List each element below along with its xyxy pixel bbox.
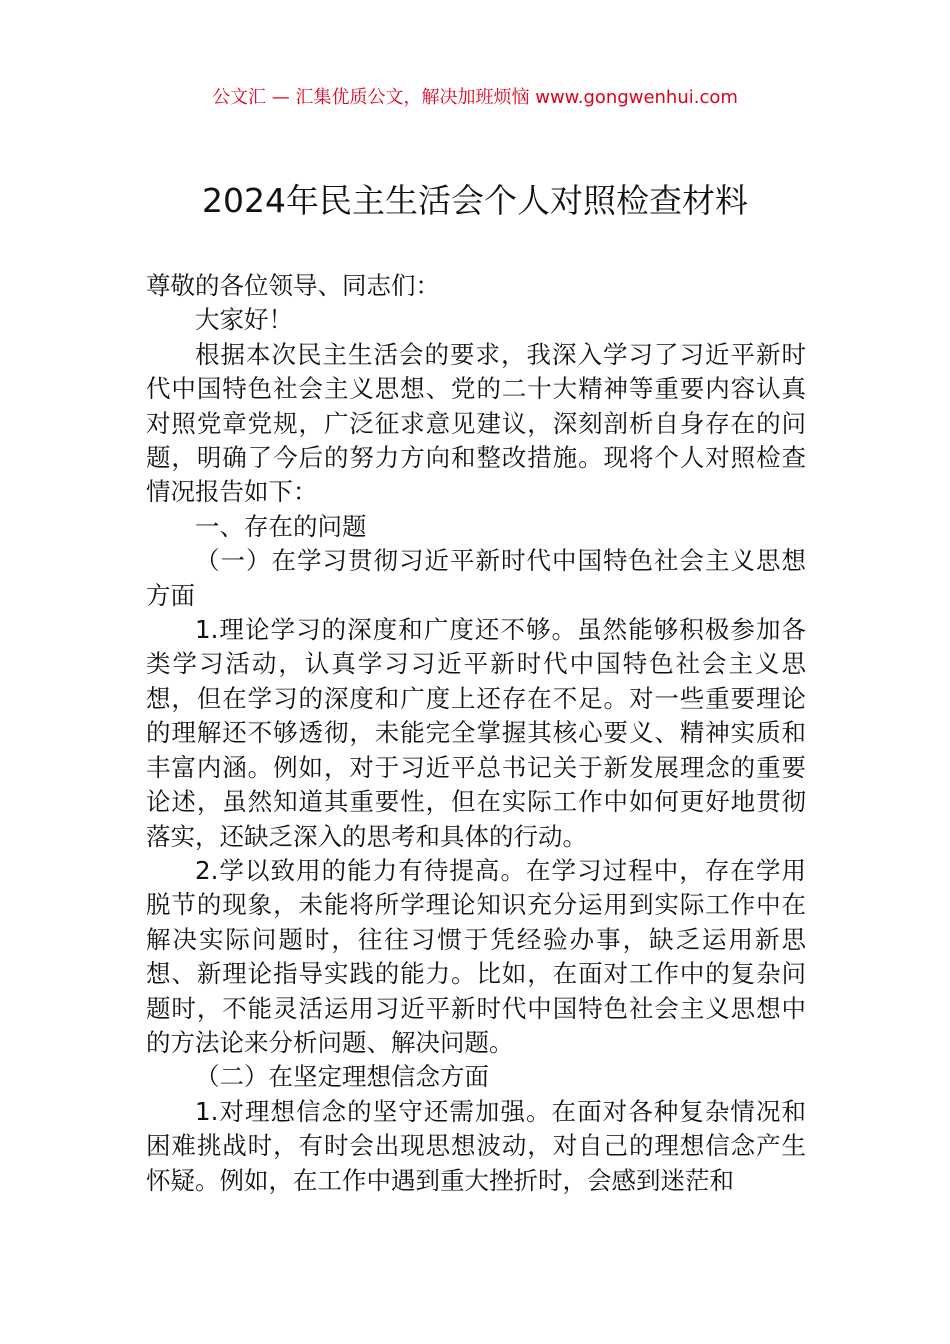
section-heading-problems: 一、存在的问题 [195,511,367,541]
header-banner: 公文汇 — 汇集优质公文，解决加班烦恼 www.gongwenhui.com [212,87,738,108]
salutation: 尊敬的各位领导、同志们： [146,271,440,300]
intro-paragraph: 根据本次民主生活会的要求，我深入学习了习近平新时代中国特色社会主义思想、党的二十大精神等重要内容认真对照党章党规，广泛征求意见建议，深刻剖析自身存在的问题，明确了今后的努力方向和整改措施。现将个人对照检查情况报告如下： [146,339,806,507]
document-title: 2024年民主生活会个人对照检查材料 [202,181,748,220]
paragraph-theory-study: 1.理论学习的深度和广度还不够。虽然能够积极参加各类学习活动，认真学习习近平新时代中国特色社会主义思想，但在学习的深度和广度上还存在不足。对一些重要理论的理解还不够透彻，未能完全掌握其核心要义、精神实质和丰富内涵。例如，对于习近平总书记关于新发展理念的重要论述，虽然知道其重要性，但在实际工作中如何更好地贯彻落实，还缺乏深入的思考和具体的行动。 [146,615,806,851]
paragraph-apply-learning: 2.学以致用的能力有待提高。在学习过程中，存在学用脱节的现象，未能将所学理论知识充分运用到实际工作中在解决实际问题时，往往习惯于凭经验办事，缺乏运用新思想、新理论指导实践的能力。比如，在面对工作中的复杂问题时，不能灵活运用习近平新时代中国特色社会主义思想中的方法论来分析问题、解决问题。 [146,855,806,1057]
greeting: 大家好！ [195,305,293,335]
subsection-heading-ideals: （二）在坚定理想信念方面 [195,1062,489,1092]
subsection-heading-study: （一）在学习贯彻习近平新时代中国特色社会主义思想方面 [146,546,806,610]
paragraph-ideals: 1.对理想信念的坚守还需加强。在面对各种复杂情况和困难挑战时，有时会出现思想波动，对自己的理想信念产生怀疑。例如，在工作中遇到重大挫折时，会感到迷茫和 [146,1096,806,1195]
document-body [146,269,806,1198]
